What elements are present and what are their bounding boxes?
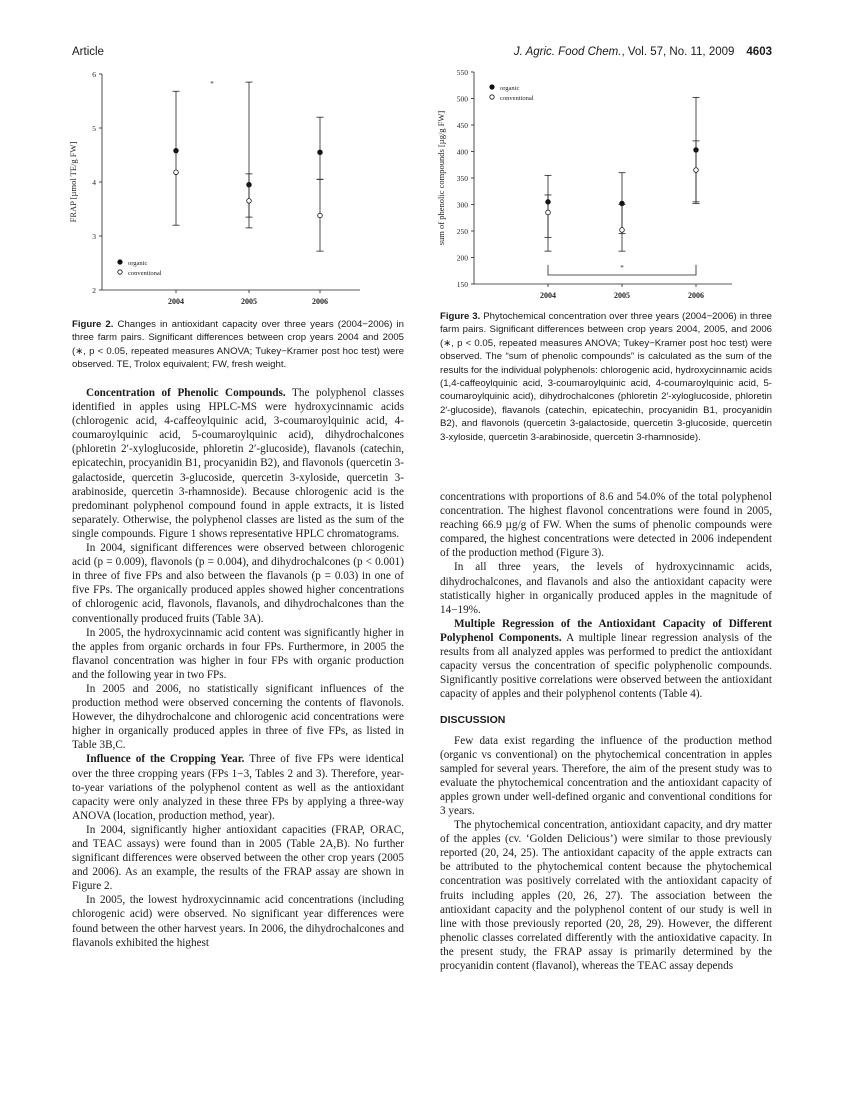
y-tick-label: 150	[456, 280, 468, 289]
legend-marker	[118, 270, 122, 274]
paragraph	[72, 823, 404, 893]
significance-annotation: *	[210, 80, 214, 88]
figure-2-caption-label: Figure 2.	[72, 319, 114, 330]
paragraph-text: In 2004, significant differences were observed between chlorogenic acid (p = 0.009), flavonols (p = 0.004), and dihydrochalcones (p < 0.001) in three of five FPs and also between the flavanols (p = 0.03) in one of five FPs. The organically produced apples showed higher concentrations of chlorogenic acid, flavonols, flavanols, and dihydrochalcones than the conventionally produced fruits (Table 3A).	[72, 542, 404, 625]
page-number: 4603	[746, 46, 772, 58]
journal-name: J. Agric. Food Chem.	[513, 46, 622, 58]
legend-label: organic	[128, 260, 148, 267]
legend-label: organic	[500, 85, 520, 92]
paragraph	[440, 560, 772, 616]
left-text-column	[72, 386, 404, 950]
y-tick-label: 2	[92, 286, 96, 295]
figure-3-caption-text: Phytochemical concentration over three years (2004−2006) in three farm pairs. Significant differences between crop years 2004, 2005, and 2006 (∗, p < 0.05, repeated measures ANOVA; Tukey−Kramer post hoc test) were observed. The “sum of phenolic compounds” is calculated as the sum of the results for the individual polyphenols: chlorogenic acid, hydroxycinnamic acids (1,4-caffeoylquinic acid, 3-coumaroylquinic acid, 4-coumaroylquinic acid, 5-coumaroylquinic acid), dihydrochalcones (phloretin 2′-xyloglucoside, phloretin 2′-glucoside), flavanols (catechin, epicatechin, procyanidin B1, procyanidin B2), and flavonols (quercetin 3-galactoside, quercetin 3-glucoside, quercetin 3-xyloside, quercetin 3-arabinoside, quercetin 3-rhamnoside).	[440, 311, 772, 443]
paragraph-text: The polyphenol classes identified in apples using HPLC-MS were hydroxycinnamic acids (chlorogenic acid, 4-caffeoylquinic acid, 3-coumaroylquinic acid, 4-coumaroylquinic acid, 5-coumaroylquinic acid), dihydrochalcones (phloretin 2′-xyloglucoside, phloretin 2′-glucoside), flavanols (catechin, epicatechin, procyanidin B1, procyanidin B2), and flavonols (quercetin 3-galactoside, quercetin 3-glucoside, quercetin 3-xyloside, quercetin 3-arabinoside, quercetin 3-rhamnoside). Because chlorogenic acid is the predominant polyphenol compound found in apple extracts, it is listed separately. Otherwise, the polyphenol classes are listed as the sum of the single compounds. Figure 1 shows representative HPLC chromatograms.	[72, 387, 404, 540]
paragraph	[72, 541, 404, 626]
legend-label: conventional	[128, 270, 162, 277]
conventional-point	[620, 228, 625, 233]
y-tick-label: 6	[92, 70, 96, 79]
figure-3-caption-label: Figure 3.	[440, 311, 481, 322]
paragraph-text: In 2005 and 2006, no statistically significant influences of the production method were observed concerning the contents of flavonols. However, the dihydrochalcone and chlorogenic acid concentrations were higher in organically produced apples in three of five FPs, as listed in Table 3B,C.	[72, 682, 404, 752]
paragraph-text: In 2005, the hydroxycinnamic acid content was significantly higher in the apples from organic orchards in four FPs. Furthermore, in 2005 the flavanol concentration was higher in four FPs with organic production and the following year in two FPs.	[72, 626, 404, 681]
y-tick-label: 350	[456, 174, 468, 183]
figure-2-chart	[64, 62, 364, 312]
right-text-column	[440, 490, 772, 973]
conventional-point	[546, 210, 551, 215]
paragraph-lead: Multiple Regression of the Antioxidant Capacity of Different Polyphenol Components.	[440, 617, 772, 644]
page-header-right	[514, 46, 772, 58]
y-axis-label: FRAP [µmol TE/g FW]	[68, 141, 78, 223]
paragraph	[72, 626, 404, 682]
figure-3-chart	[432, 62, 762, 312]
figure-3-caption	[440, 310, 772, 444]
paragraph-text: In all three years, the levels of hydroxycinnamic acids, dihydrochalcones, and flavanols and also the antioxidant capacity were statistically higher in organically produced apples in the magnitude of 14−19%.	[440, 561, 772, 616]
conventional-point	[247, 199, 252, 204]
organic-point	[318, 150, 323, 155]
y-tick-label: 500	[456, 94, 468, 104]
paragraph-text: In 2004, significantly higher antioxidant capacities (FRAP, ORAC, and TEAC assays) were found than in 2005 (Table 2A,B). No further significant differences were observed between the other crop years (2005 and 2006). As an example, the results of the FRAP assay are shown in Figure 2.	[72, 823, 404, 893]
y-tick-label: 250	[456, 227, 468, 236]
legend-marker	[118, 260, 122, 264]
conventional-point	[174, 170, 179, 175]
x-tick-label: 2006	[688, 291, 704, 300]
paragraph-text: In 2005, the lowest hydroxycinnamic acid concentrations (including chlorogenic acid) were observed. No significant year differences were found between the other harvest years. In 2006, the dihydrochalcones and flavanols exhibited the highest	[72, 894, 404, 949]
legend-label: conventional	[500, 95, 534, 102]
paragraph	[72, 682, 404, 752]
y-tick-label: 4	[92, 178, 96, 187]
x-tick-label: 2005	[241, 297, 257, 306]
y-axis-label: sum of phenolic compounds [µg/g FW]	[436, 110, 446, 246]
legend-marker	[490, 95, 494, 99]
paragraph	[440, 490, 772, 560]
paragraph-lead: Influence of the Cropping Year.	[86, 753, 245, 766]
figure-2-caption	[72, 318, 404, 372]
paragraph	[72, 752, 404, 822]
paragraph-text: Three of five FPs were identical over the three cropping years (FPs 1−3, Tables 2 and 3). Therefore, year-to-year variations of the polyphenol content as well as the antioxidant capacity were only analyzed in these three FPs by applying a three-way ANOVA (location, production method, year).	[72, 753, 404, 822]
x-tick-label: 2004	[540, 291, 556, 300]
paragraph	[440, 818, 772, 973]
paragraph	[72, 386, 404, 541]
paragraph-text: concentrations with proportions of 8.6 and 54.0% of the total polyphenol concentration. The highest flavonol concentrations were found in 2005, reaching 66.9 µg/g of FW. When the sums of phenolic compounds were compared, the highest concentrations were detected in 2006 independent of the production method (Figure 3).	[440, 491, 772, 560]
paragraph-text: A multiple linear regression analysis of the results from all analyzed apples was performed to predict the antioxidant capacity versus the concentration of specific polyphenolic compounds. Significantly positive correlations were observed between the antioxidant capacity of apples and their polyphenol contents (Table 4).	[440, 631, 773, 701]
y-tick-label: 200	[456, 253, 468, 263]
paragraph	[72, 893, 404, 949]
page-header-left: Article	[72, 46, 104, 58]
y-tick-label: 400	[456, 147, 468, 157]
y-tick-label: 3	[92, 232, 96, 241]
y-tick-label: 550	[456, 68, 468, 77]
paragraph-text: DISCUSSION	[440, 714, 506, 727]
paragraph	[440, 734, 772, 819]
paragraph-lead: Concentration of Phenolic Compounds.	[86, 387, 286, 399]
conventional-point	[694, 168, 699, 173]
y-tick-label: 450	[456, 121, 468, 130]
figure-2-caption-text: Changes in antioxidant capacity over three years (2004−2006) in three farm pairs. Significant differences between crop years 2004 and 2005 (∗, p < 0.05, repeated measures ANOVA; Tukey−Kramer post hoc test) were observed. TE, Trolox equivalent; FW, fresh weight.	[72, 319, 404, 371]
y-tick-label: 5	[92, 124, 96, 133]
conventional-point	[318, 213, 323, 218]
legend-marker	[490, 85, 494, 89]
section-heading	[440, 713, 772, 727]
x-tick-label: 2005	[614, 291, 630, 300]
paragraph-text: The phytochemical concentration, antioxidant capacity, and dry matter of the apples (cv. ‘Golden Delicious’) were similar to those previously reported (20, 24, 25). The antioxidant capacity of the apple extracts can be attributed to the phytochemical content because the phytochemical concentration was positively correlated with the antioxidant capacity of fruits including apples (20, 26, 27). The association between the antioxidant capacity and the polyphenol content of our study is well in line with those previously reported (20, 28, 29). However, the different phenolic classes correlated differently with the antioxidative capacity. In the present study, the FRAP assay is primarily determined by the procyanidin content (flavanol), whereas the TEAC assay depends	[440, 819, 772, 972]
x-tick-label: 2006	[312, 297, 328, 306]
paragraph	[440, 617, 772, 702]
y-tick-label: 300	[456, 200, 468, 210]
significance-annotation: *	[620, 264, 624, 272]
x-tick-label: 2004	[168, 297, 184, 306]
paragraph-text: Few data exist regarding the influence of the production method (organic vs conventional) on the phytochemical concentration in apples sampled for several years. Therefore, the aim of the present study was to evaluate the phytochemical concentration and the antioxidant capacity of apples grown under well-defined organic and conventional conditions for 3 years.	[440, 734, 772, 817]
journal-volume: , Vol. 57, No. 11, 2009	[621, 46, 735, 58]
